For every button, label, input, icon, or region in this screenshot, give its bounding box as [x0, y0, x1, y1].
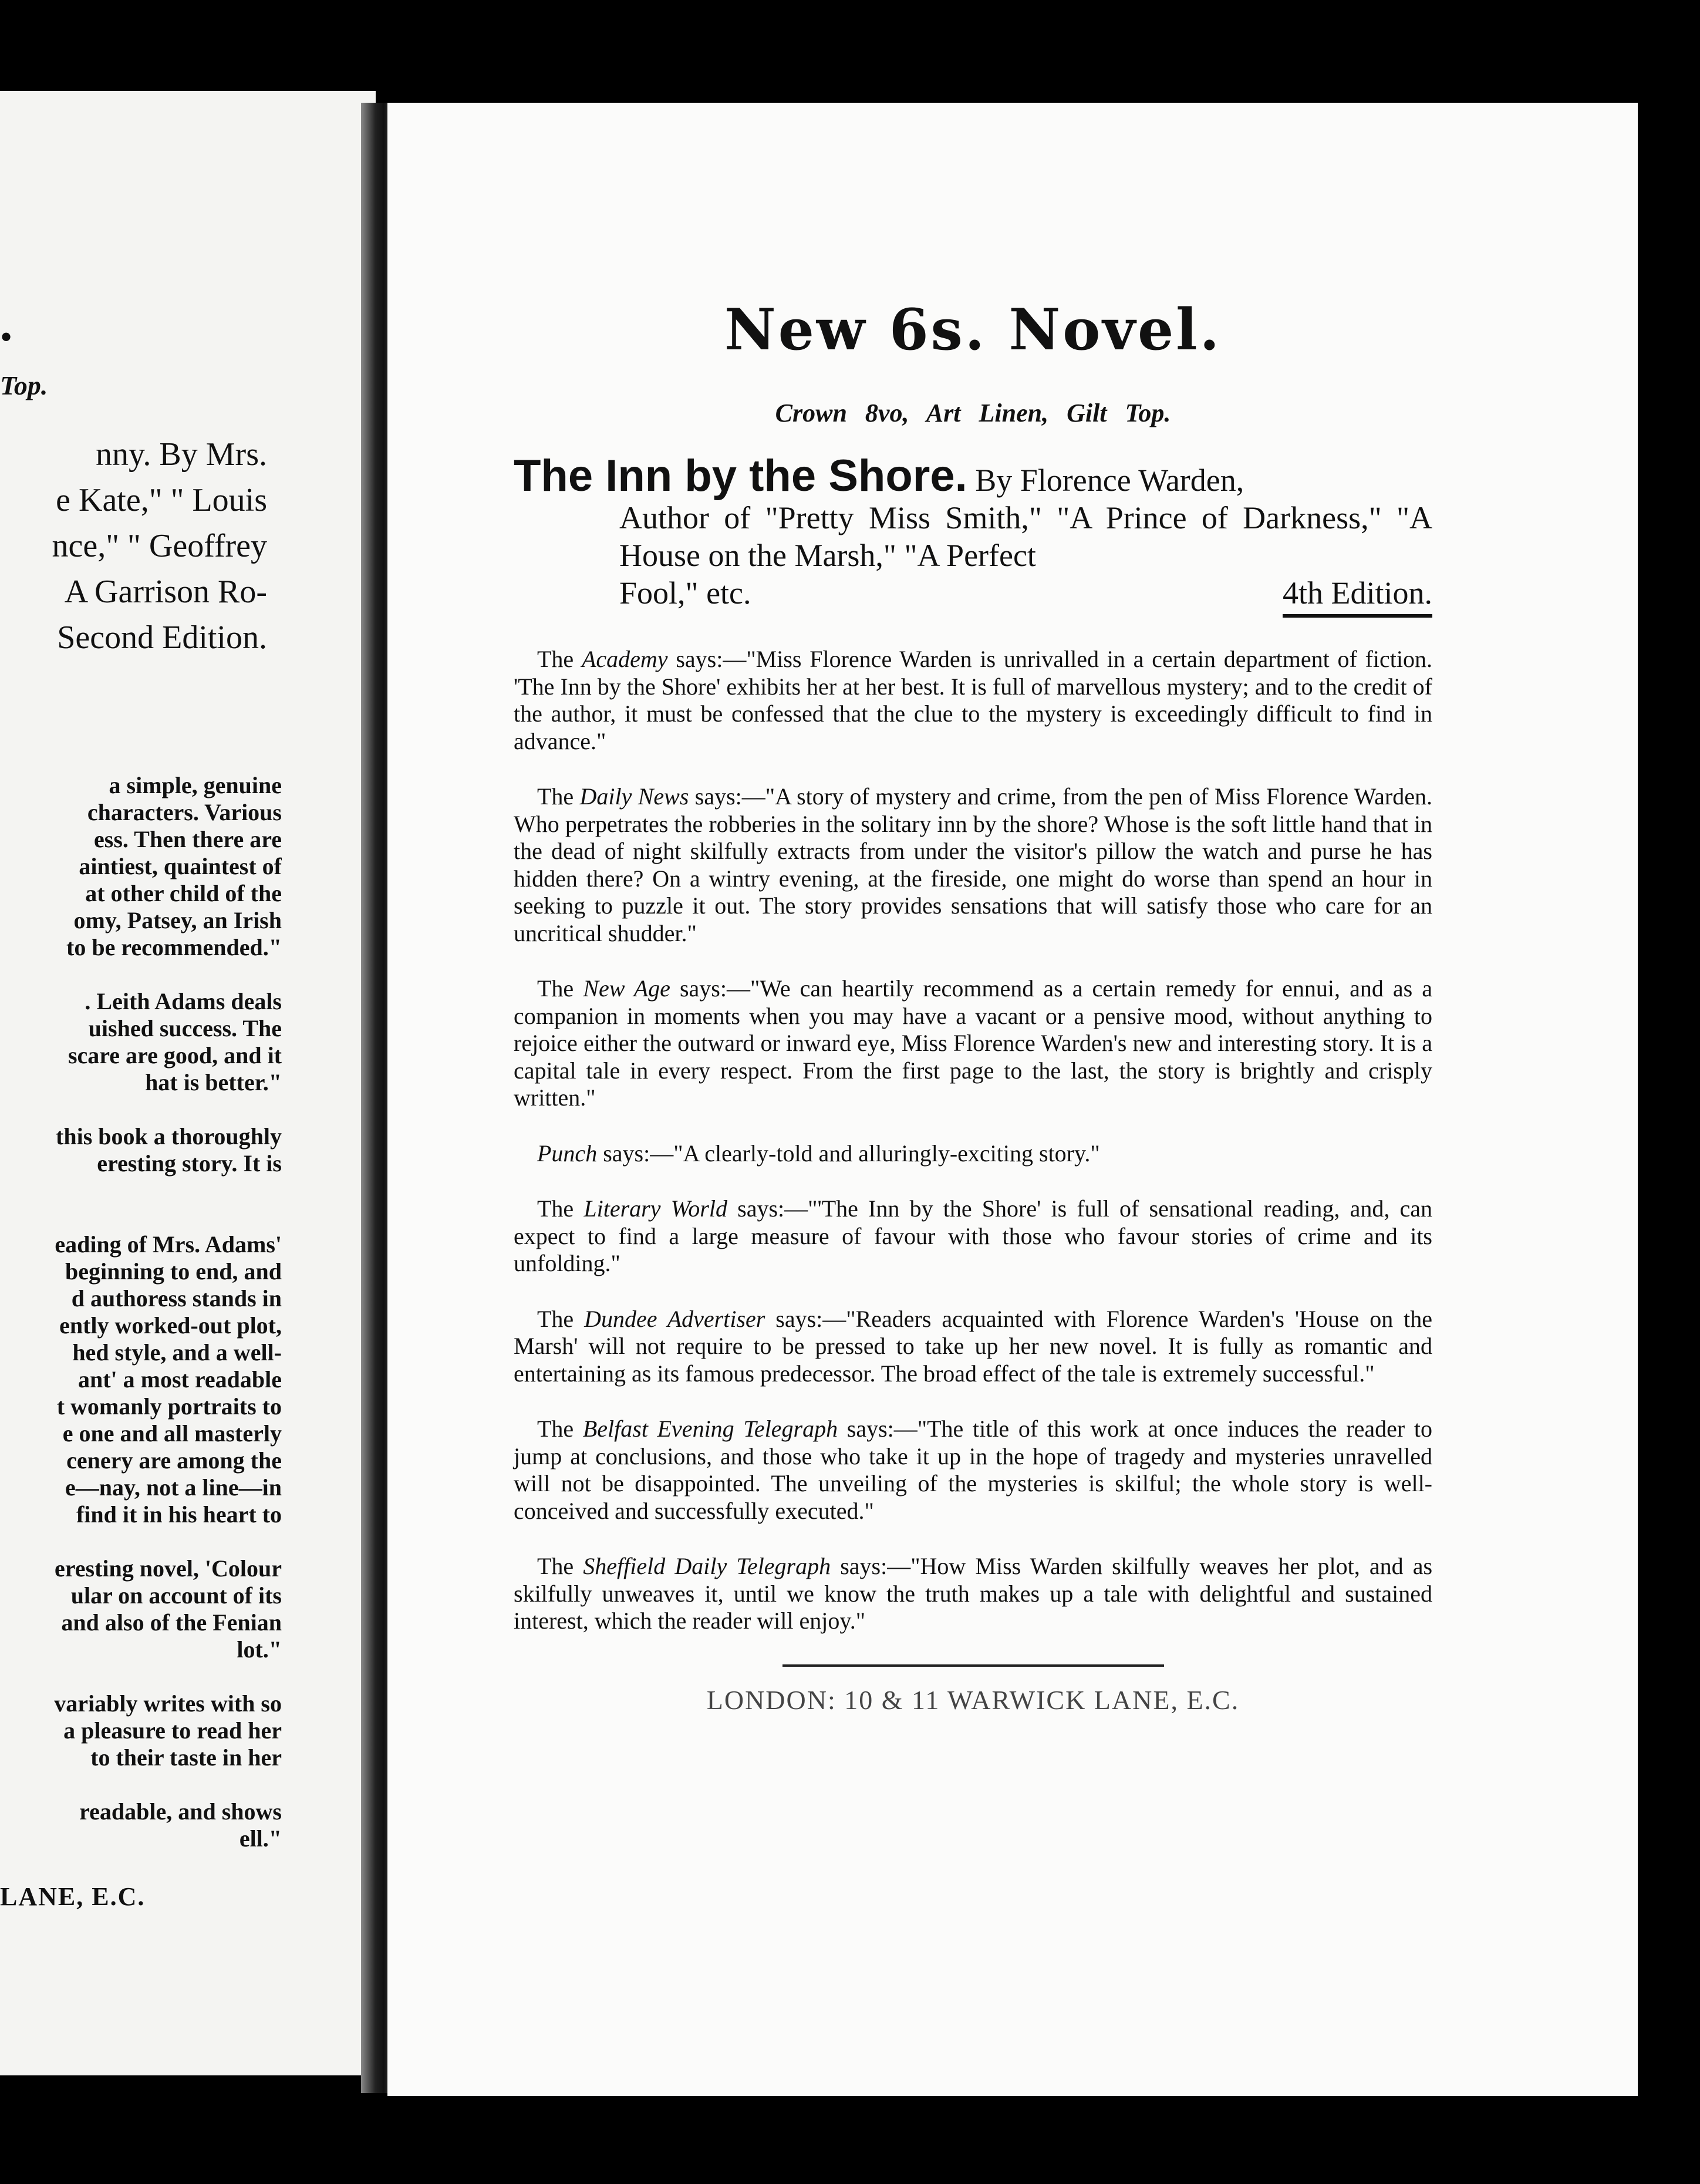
left-page-top-fragment: Top. — [0, 370, 48, 400]
review-source: Belfast Evening Telegraph — [582, 1415, 838, 1442]
left-body-line: eading of Mrs. Adams' — [55, 1231, 282, 1258]
left-body-line — [0, 1177, 282, 1204]
left-page-bullet: • — [0, 318, 13, 356]
review-prefix: The — [537, 783, 580, 810]
review-source: Sheffield Daily Telegraph — [583, 1553, 831, 1579]
left-body-line: aintiest, quaintest of — [79, 853, 282, 879]
left-body-line: at other child of the — [85, 880, 282, 906]
review-prefix: The — [537, 1415, 583, 1442]
review-paragraph — [514, 1553, 1432, 1635]
review-paragraph — [514, 1140, 1432, 1168]
left-body-line: eresting story. It is — [97, 1150, 282, 1177]
left-body-line — [0, 1204, 282, 1231]
left-body-line: t womanly portraits to — [56, 1393, 282, 1420]
left-body-line: variably writes with so — [54, 1690, 282, 1717]
left-body-line: ular on account of its — [70, 1582, 282, 1609]
review-list — [514, 646, 1432, 1635]
left-page-footer: LANE, E.C. — [0, 1882, 146, 1911]
review-quote: says:—"Miss Florence Warden is unrivalled in a certain department of fiction. 'The Inn by the Shore' exhibits her at her best. It is full of marvellous mystery; and to the credit of the author, it must be confessed that the clue to the mystery is exceedingly difficult to find in advance." — [514, 646, 1433, 754]
left-heading-line: nny. By Mrs. — [96, 436, 267, 473]
review-prefix: The — [537, 646, 582, 672]
review-quote: says:—"'The Inn by the Shore' is full of sensational reading, and, can expect to find a large measure of favour with those who favour stories of crime and its unfolding." — [514, 1195, 1433, 1276]
left-body-line: lot." — [237, 1636, 282, 1663]
book-author: By Florence Warden, — [975, 463, 1244, 498]
review-quote: says:—"A clearly-told and alluringly-exciting story." — [597, 1140, 1100, 1167]
review-paragraph — [514, 1306, 1432, 1388]
left-body-line: and also of the Fenian — [61, 1609, 282, 1636]
review-quote: says:—"The title of this work at once induces the reader to jump at conclusions, and those who take it up in the hope of tragedy and mysteries unravelled will not be disappointed. The unveiling of the mysteries is skilful; the whole story is well-conceived and successfully executed." — [514, 1415, 1432, 1524]
format-subtitle: Crown 8vo, Art Linen, Gilt Top. — [775, 399, 1171, 427]
author-credits-end: Fool," etc. — [619, 575, 751, 611]
left-body-line — [0, 1663, 282, 1690]
left-body-line: to their taste in her — [90, 1744, 282, 1771]
left-body-line: ant' a most readable — [77, 1366, 282, 1393]
left-heading-line: e Kate," " Louis — [56, 482, 267, 518]
page-content — [514, 296, 1432, 1715]
left-body-line: omy, Patsey, an Irish — [73, 907, 282, 933]
left-body-line — [0, 961, 282, 988]
review-quote: says:—"How Miss Warden skilfully weaves her plot, and as skilfully unweaves it, until we know the truth makes up a tale with delightful and sustained interest, which the reader will enjoy." — [514, 1553, 1433, 1634]
review-prefix: The — [537, 1195, 584, 1222]
left-body-line: characters. Various — [87, 799, 282, 825]
left-body-line: beginning to end, and — [65, 1258, 282, 1285]
left-body-line: e one and all masterly — [62, 1420, 282, 1447]
left-body-line: . Leith Adams deals — [85, 988, 282, 1015]
review-source: Daily News — [579, 783, 689, 810]
book-heading — [514, 451, 1432, 618]
left-body-line: uished success. The — [88, 1015, 282, 1042]
left-body-line: ell." — [239, 1825, 282, 1852]
review-source: Punch — [537, 1140, 598, 1167]
left-body-line: to be recommended." — [66, 934, 282, 960]
footer-rule — [782, 1664, 1164, 1667]
left-body-line — [0, 1528, 282, 1555]
review-quote: says:—"A story of mystery and crime, from the pen of Miss Florence Warden. Who perpetrates the robberies in the solitary inn by the shore? Whose is the soft little hand that in the dead of night skilfully extracts from under the visitor's pillow the watch and purse he has hidden there? On a wintry evening, at the fireside, one might do worse than spend an hour in seeking to puzzle it out. The story provides sensations that will satisfy those who care for an uncritical shudder." — [514, 783, 1432, 946]
review-paragraph — [514, 975, 1432, 1112]
left-body-line: find it in his heart to — [76, 1501, 282, 1528]
left-body-line: cenery are among the — [66, 1447, 282, 1474]
author-credits: Author of "Pretty Miss Smith," "A Prince of Darkness," "A House on the Marsh," "A Perfect — [619, 500, 1432, 573]
left-body-line — [0, 1771, 282, 1798]
left-body-line: hat is better." — [145, 1069, 282, 1096]
left-body-line: scare are good, and it — [68, 1042, 282, 1069]
review-prefix: The — [537, 1553, 583, 1579]
left-body-line: a simple, genuine — [109, 772, 282, 798]
review-source: New Age — [583, 975, 670, 1002]
left-heading-line: Second Edition. — [57, 619, 267, 656]
review-paragraph — [514, 646, 1432, 755]
left-body-line: this book a thoroughly — [56, 1123, 282, 1150]
review-paragraph — [514, 1415, 1432, 1525]
review-prefix: The — [537, 1305, 585, 1332]
review-source: Academy — [581, 646, 668, 672]
title-line — [514, 451, 1432, 501]
left-body-line: a pleasure to read her — [63, 1717, 282, 1744]
left-page-heading — [0, 432, 267, 660]
left-body-line: e—nay, not a line—in — [65, 1474, 282, 1501]
review-prefix: The — [537, 975, 583, 1002]
left-body-line: d authoress stands in — [71, 1285, 282, 1312]
left-body-line: ently worked-out plot, — [59, 1312, 282, 1339]
left-body-line — [0, 1096, 282, 1123]
left-heading-line: A Garrison Ro- — [64, 574, 267, 610]
review-source: Dundee Advertiser — [584, 1305, 765, 1332]
review-paragraph — [514, 783, 1432, 947]
review-paragraph — [514, 1195, 1432, 1278]
edition-row — [514, 574, 1432, 618]
book-title: The Inn by the Shore. — [514, 451, 967, 501]
left-body-line: ess. Then there are — [94, 826, 282, 852]
left-heading-line: nce," " Geoffrey — [52, 528, 267, 564]
review-quote: says:—"Readers acquainted with Florence Warden's 'House on the Marsh' will not require to be pressed to take up her new novel. It is fully as romantic and entertaining as its famous predecessor. The broad effect of the tale is extremely successful." — [514, 1305, 1432, 1387]
gothic-title: New 6s. Novel. — [724, 296, 1222, 363]
left-page — [0, 91, 376, 2075]
left-page-body — [0, 772, 282, 1852]
publisher-address: LONDON: 10 & 11 WARWICK LANE, E.C. — [706, 1684, 1240, 1715]
right-page — [387, 103, 1638, 2096]
review-quote: says:—"We can heartily recommend as a certain remedy for ennui, and as a companion in moments when you may have a vacant or a pensive mood, without anything to rejoice either the outward or inward eye, Miss Florence Warden's new and interesting story. It is a capital tale in every respect. From the first page to the last, the story is brightly and crisply written." — [514, 975, 1433, 1111]
left-body-line: eresting novel, 'Colour — [54, 1555, 282, 1582]
review-source: Literary World — [583, 1195, 727, 1222]
left-body-line: readable, and shows — [79, 1798, 282, 1825]
left-body-line: hed style, and a well- — [72, 1339, 282, 1366]
edition-label: 4th Edition. — [1283, 574, 1432, 618]
